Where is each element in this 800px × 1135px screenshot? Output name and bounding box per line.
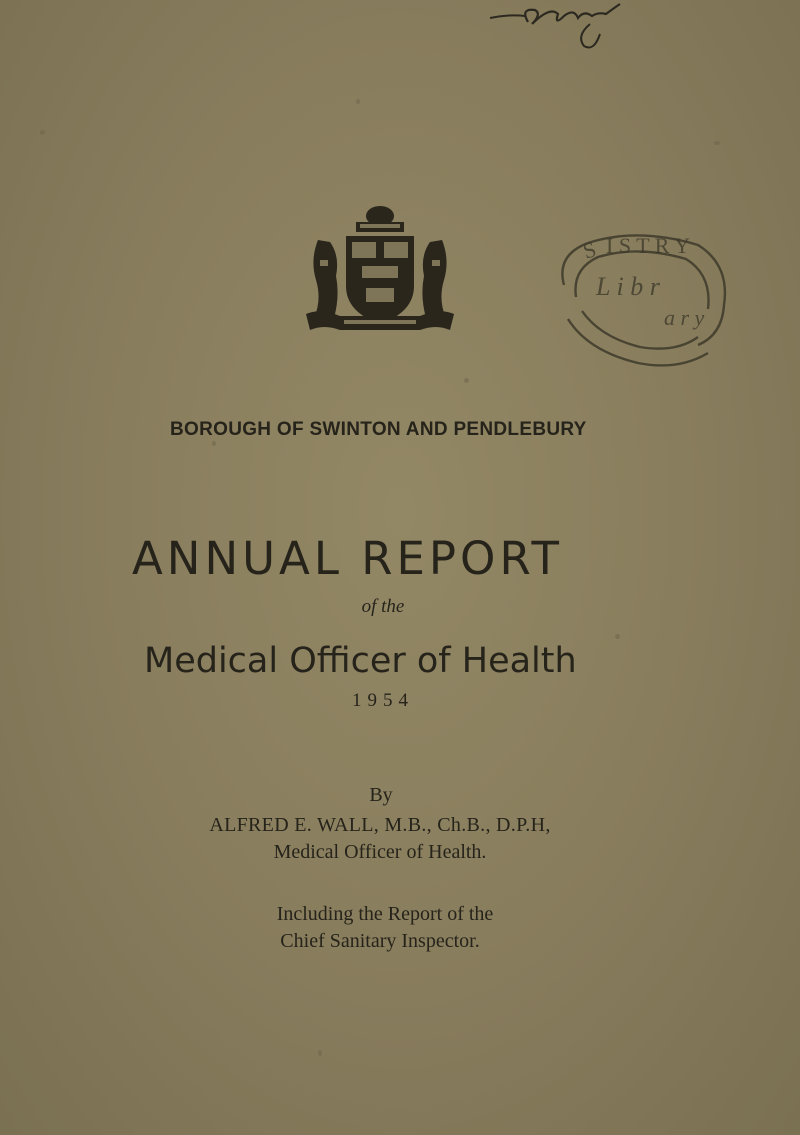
svg-text:L i b r: L i b r: [596, 272, 660, 301]
paper-speck: [40, 130, 45, 135]
svg-text:I S T R Y: I S T R Y: [606, 233, 690, 258]
svg-text:S: S: [579, 236, 600, 264]
paper-speck: [714, 141, 720, 145]
paper-speck: [356, 99, 360, 104]
report-year: 1954: [352, 690, 414, 711]
paper-speck: [318, 1050, 322, 1056]
borough-coat-of-arms-icon: [300, 200, 460, 335]
paper-speck: [615, 634, 620, 639]
paper-speck: [464, 378, 469, 383]
paper-speck: [212, 441, 216, 446]
author-name: ALFRED E. WALL, M.B., Ch.B., D.P.H,: [209, 814, 551, 836]
library-stamp-icon: [548, 225, 738, 380]
report-subject: Medical Officer of Health: [144, 641, 577, 681]
author-title: Medical Officer of Health.: [273, 841, 487, 863]
svg-text:a r y: a r y: [664, 305, 705, 330]
report-title: ANNUAL REPORT: [132, 532, 563, 585]
signature-image: [480, 0, 640, 60]
borough-title: BOROUGH OF SWINTON AND PENDLEBURY: [170, 419, 587, 440]
including-line-2: Chief Sanitary Inspector.: [280, 930, 480, 952]
including-line-1: Including the Report of the: [276, 903, 494, 925]
by-text: By: [369, 784, 393, 806]
of-the-text: of the: [361, 596, 405, 617]
